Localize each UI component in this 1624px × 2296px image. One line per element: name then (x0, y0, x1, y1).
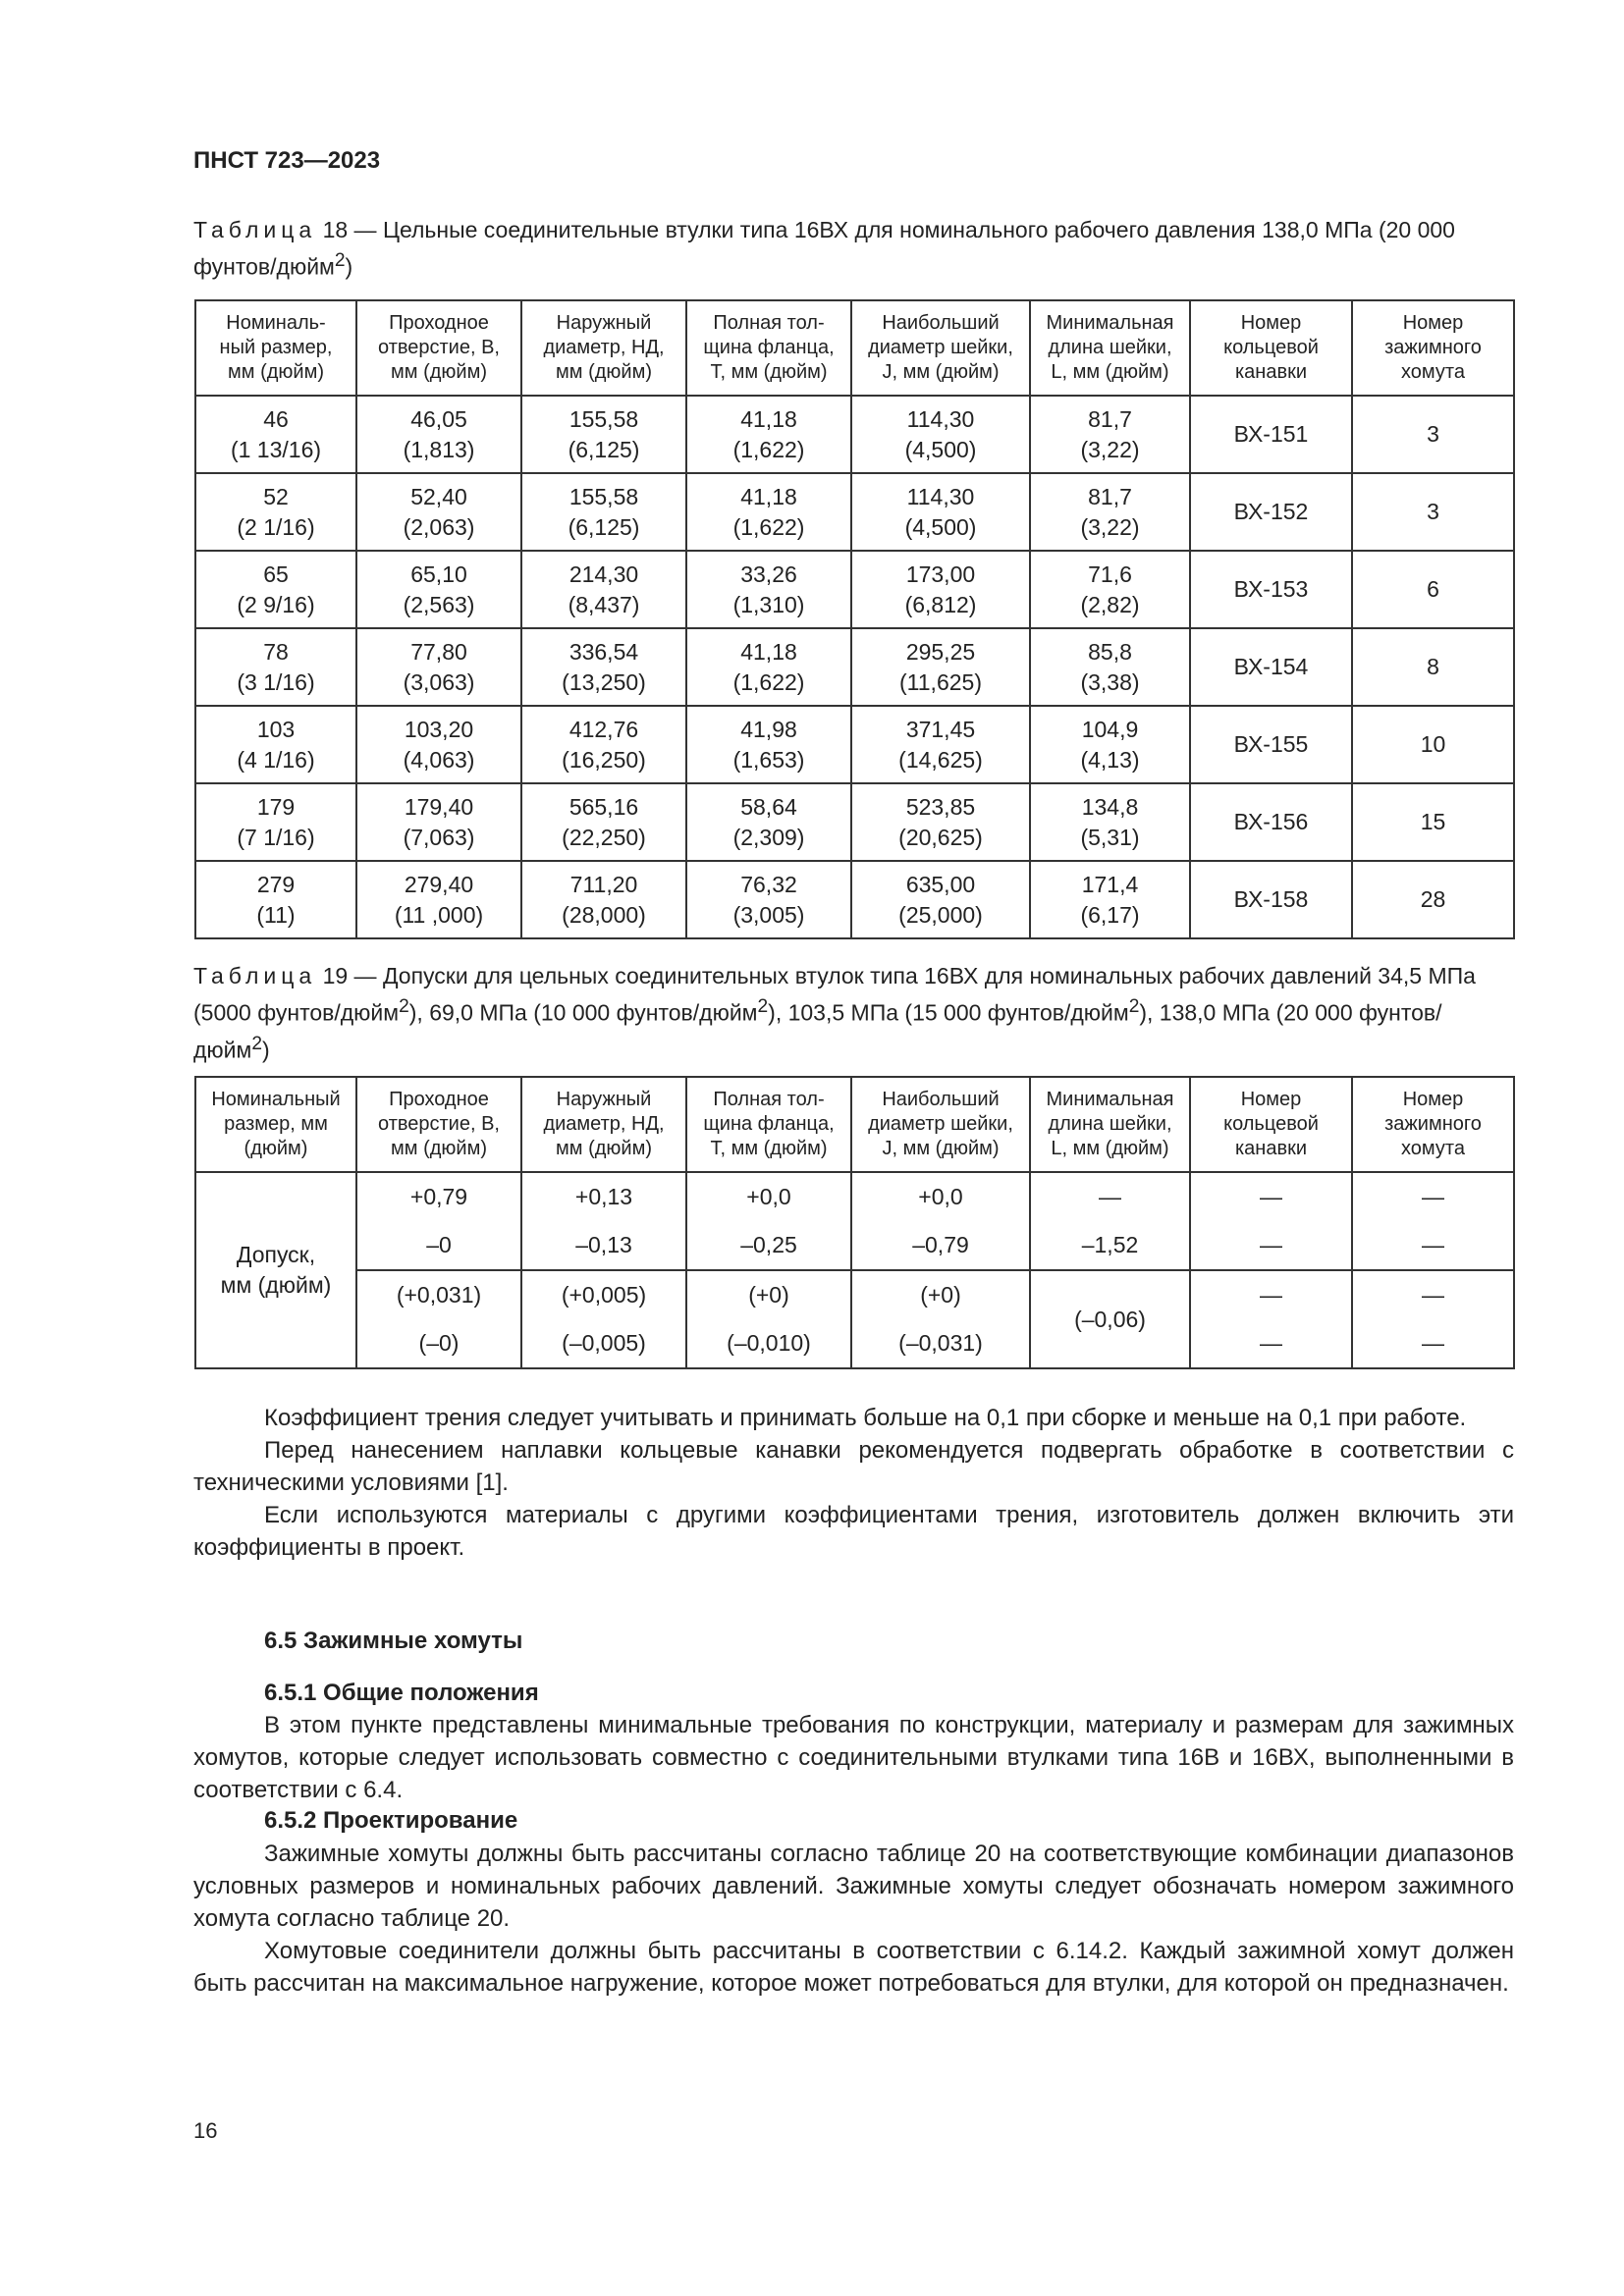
table-cell: 10 (1352, 706, 1514, 783)
table-cell: 8 (1352, 628, 1514, 706)
header-cell: Проходное отверстие, B, мм (дюйм) (356, 300, 521, 396)
table-header-row (195, 300, 1514, 396)
table-row (195, 706, 1514, 783)
header-cell: Минимальная длина шейки, L, мм (дюйм) (1030, 1077, 1190, 1172)
table-cell: 104,9 (4,13) (1030, 706, 1190, 783)
table-cell: 58,64 (2,309) (686, 783, 851, 861)
paragraph: Коэффициент трения следует учитывать и принимать больше на 0,1 при сборке и меньше на 0,1 при работе. (264, 1405, 1467, 1431)
header-cell: Полная тол- щина фланца, T, мм (дюйм) (686, 300, 851, 396)
table-cell: ВХ-156 (1190, 783, 1352, 861)
table-cell: 103,20 (4,063) (356, 706, 521, 783)
table-cell: 33,26 (1,310) (686, 551, 851, 628)
table-cell: — (1352, 1270, 1514, 1319)
table-cell: (+0) (686, 1270, 851, 1319)
table-row (195, 861, 1514, 938)
section-heading: 6.5 Зажимные хомуты (264, 1628, 523, 1654)
table-cell: (+0) (851, 1270, 1030, 1319)
table-cell: 412,76 (16,250) (521, 706, 686, 783)
table-row (195, 783, 1514, 861)
table-cell: ВХ-155 (1190, 706, 1352, 783)
subsection-heading: 6.5.2 Проектирование (264, 1807, 518, 1834)
table-cell: 46 (1 13/16) (195, 396, 356, 473)
table-cell: — (1190, 1172, 1352, 1221)
table-18-caption: Таблица 18 — Цельные соединительные втулки типа 16ВХ для номинального рабочего давления 138,0 МПа (20 000 фунтов/дюйм$^2$) (193, 217, 1455, 280)
notes-block (193, 1402, 1514, 1564)
table-cell: ВХ-154 (1190, 628, 1352, 706)
header-cell: Проходное отверстие, B, мм (дюйм) (356, 1077, 521, 1172)
table-cell: 114,30 (4,500) (851, 396, 1030, 473)
table-cell: 65 (2 9/16) (195, 551, 356, 628)
header-cell: Номер кольцевой канавки (1190, 1077, 1352, 1172)
header-cell: Номинальный размер, мм (дюйм) (195, 1077, 356, 1172)
header-cell: Номер зажимного хомута (1352, 1077, 1514, 1172)
page-number: 16 (193, 2118, 218, 2143)
tolerance-label-cell: Допуск, мм (дюйм) (195, 1172, 356, 1368)
table-row (195, 1270, 1514, 1319)
table-cell: ВХ-152 (1190, 473, 1352, 551)
table-cell: — (1352, 1221, 1514, 1270)
header-cell: Наружный диаметр, НД, мм (дюйм) (521, 1077, 686, 1172)
table-row (195, 551, 1514, 628)
paragraph: В этом пункте представлены минимальные требования по конструкции, материалу и размерам для зажимных хомутов, которые следует использовать совместно с соединительными втулками типа 16В и 16ВХ, выполненными в соответствии с 6.4. (193, 1712, 1514, 1803)
table-cell: 78 (3 1/16) (195, 628, 356, 706)
table-cell: (–0,06) (1030, 1270, 1190, 1368)
table-cell: (–0,010) (686, 1319, 851, 1368)
paragraph: Зажимные хомуты должны быть рассчитаны согласно таблице 20 на соответствующие комбинации диапазонов условных размеров и номинальных рабочих давлений. Зажимные хомуты следует обозначать номером зажимного хомута согласно таблице 20. (193, 1841, 1514, 1932)
table-cell: –0,13 (521, 1221, 686, 1270)
section-652-text (193, 1838, 1514, 2000)
header-cell: Наибольший диаметр шейки, J, мм (дюйм) (851, 1077, 1030, 1172)
table-row (195, 473, 1514, 551)
table-cell: 173,00 (6,812) (851, 551, 1030, 628)
table-cell: — (1030, 1172, 1190, 1221)
table-cell: 371,45 (14,625) (851, 706, 1030, 783)
table-cell: 336,54 (13,250) (521, 628, 686, 706)
table-cell: 52,40 (2,063) (356, 473, 521, 551)
header-cell: Номиналь- ный размер, мм (дюйм) (195, 300, 356, 396)
table-19-caption: Таблица 19 — Допуски для цельных соединительных втулок типа 16ВХ для номинальных рабочих давлений 34,5 МПа (5000 фунтов/дюйм$^2$), 69,0 МПа (10 000 фунтов/дюйм$^2$), 103,5 МПа (15 000 фунтов/дюйм$^2$), 138,0 МПа (20 000 фунтов/дюйм$^2$) (193, 963, 1476, 1063)
table-cell: 565,16 (22,250) (521, 783, 686, 861)
table-cell: 711,20 (28,000) (521, 861, 686, 938)
table-row (195, 1172, 1514, 1221)
header-cell: Номер кольцевой канавки (1190, 300, 1352, 396)
header-cell: Наружный диаметр, НД, мм (дюйм) (521, 300, 686, 396)
table-cell: 28 (1352, 861, 1514, 938)
table-cell: 85,8 (3,38) (1030, 628, 1190, 706)
table-cell: 41,18 (1,622) (686, 473, 851, 551)
table-row (195, 1319, 1514, 1368)
table-cell: 279,40 (11 ,000) (356, 861, 521, 938)
table-row (195, 396, 1514, 473)
table-cell: –1,52 (1030, 1221, 1190, 1270)
table-cell: –0,25 (686, 1221, 851, 1270)
table-cell: (–0,031) (851, 1319, 1030, 1368)
table-cell: +0,0 (686, 1172, 851, 1221)
table-cell: 171,4 (6,17) (1030, 861, 1190, 938)
table-cell: 71,6 (2,82) (1030, 551, 1190, 628)
table-row (195, 1221, 1514, 1270)
table-cell: ВХ-158 (1190, 861, 1352, 938)
table-cell: 295,25 (11,625) (851, 628, 1030, 706)
table-cell: 214,30 (8,437) (521, 551, 686, 628)
table-cell: ВХ-151 (1190, 396, 1352, 473)
table-cell: 3 (1352, 396, 1514, 473)
table-cell: — (1352, 1319, 1514, 1368)
table-cell: 179 (7 1/16) (195, 783, 356, 861)
table-cell: 46,05 (1,813) (356, 396, 521, 473)
table-cell: 3 (1352, 473, 1514, 551)
table-cell: 155,58 (6,125) (521, 473, 686, 551)
table-cell: 155,58 (6,125) (521, 396, 686, 473)
table-cell: 76,32 (3,005) (686, 861, 851, 938)
header-cell: Номер зажимного хомута (1352, 300, 1514, 396)
table-cell: 77,80 (3,063) (356, 628, 521, 706)
table-cell: 41,18 (1,622) (686, 628, 851, 706)
table-cell: (–0) (356, 1319, 521, 1368)
table-row (195, 628, 1514, 706)
table-cell: 81,7 (3,22) (1030, 396, 1190, 473)
section-651-text (193, 1709, 1514, 1806)
table-cell: 6 (1352, 551, 1514, 628)
table-cell: –0 (356, 1221, 521, 1270)
table-cell: 52 (2 1/16) (195, 473, 356, 551)
table-cell: (+0,005) (521, 1270, 686, 1319)
table-cell: — (1352, 1172, 1514, 1221)
header-cell: Наибольший диаметр шейки, J, мм (дюйм) (851, 300, 1030, 396)
header-cell: Минимальная длина шейки, L, мм (дюйм) (1030, 300, 1190, 396)
table-cell: +0,13 (521, 1172, 686, 1221)
table-cell: 635,00 (25,000) (851, 861, 1030, 938)
table-cell: +0,79 (356, 1172, 521, 1221)
table-cell: (–0,005) (521, 1319, 686, 1368)
paragraph: Перед нанесением наплавки кольцевые канавки рекомендуется подвергать обработке в соответствии с техническими условиями [1]. (193, 1437, 1514, 1496)
table-cell: (+0,031) (356, 1270, 521, 1319)
table-cell: 41,18 (1,622) (686, 396, 851, 473)
table-cell: 179,40 (7,063) (356, 783, 521, 861)
paragraph: Хомутовые соединители должны быть рассчитаны в соответствии с 6.14.2. Каждый зажимной хомут должен быть рассчитан на максимальное нагружение, которое может потребоваться для втулки, для которой он предназначен. (193, 1938, 1514, 1997)
table-cell: 103 (4 1/16) (195, 706, 356, 783)
paragraph: Если используются материалы с другими коэффициентами трения, изготовитель должен включить эти коэффициенты в проект. (193, 1502, 1514, 1561)
table-cell: 81,7 (3,22) (1030, 473, 1190, 551)
table-cell: –0,79 (851, 1221, 1030, 1270)
header-cell: Полная тол- щина фланца, T, мм (дюйм) (686, 1077, 851, 1172)
document-header: ПНСТ 723—2023 (193, 147, 381, 174)
subsection-heading: 6.5.1 Общие положения (264, 1680, 539, 1706)
table-cell: 15 (1352, 783, 1514, 861)
table-cell: ВХ-153 (1190, 551, 1352, 628)
table-cell: — (1190, 1270, 1352, 1319)
table-cell: 279 (11) (195, 861, 356, 938)
table-header-row (195, 1077, 1514, 1172)
table-18 (194, 299, 1515, 939)
table-cell: 134,8 (5,31) (1030, 783, 1190, 861)
table-cell: 523,85 (20,625) (851, 783, 1030, 861)
table-cell: 114,30 (4,500) (851, 473, 1030, 551)
table-cell: — (1190, 1319, 1352, 1368)
table-19 (194, 1076, 1515, 1369)
table-cell: 41,98 (1,653) (686, 706, 851, 783)
table-cell: 65,10 (2,563) (356, 551, 521, 628)
table-cell: +0,0 (851, 1172, 1030, 1221)
table-cell: — (1190, 1221, 1352, 1270)
